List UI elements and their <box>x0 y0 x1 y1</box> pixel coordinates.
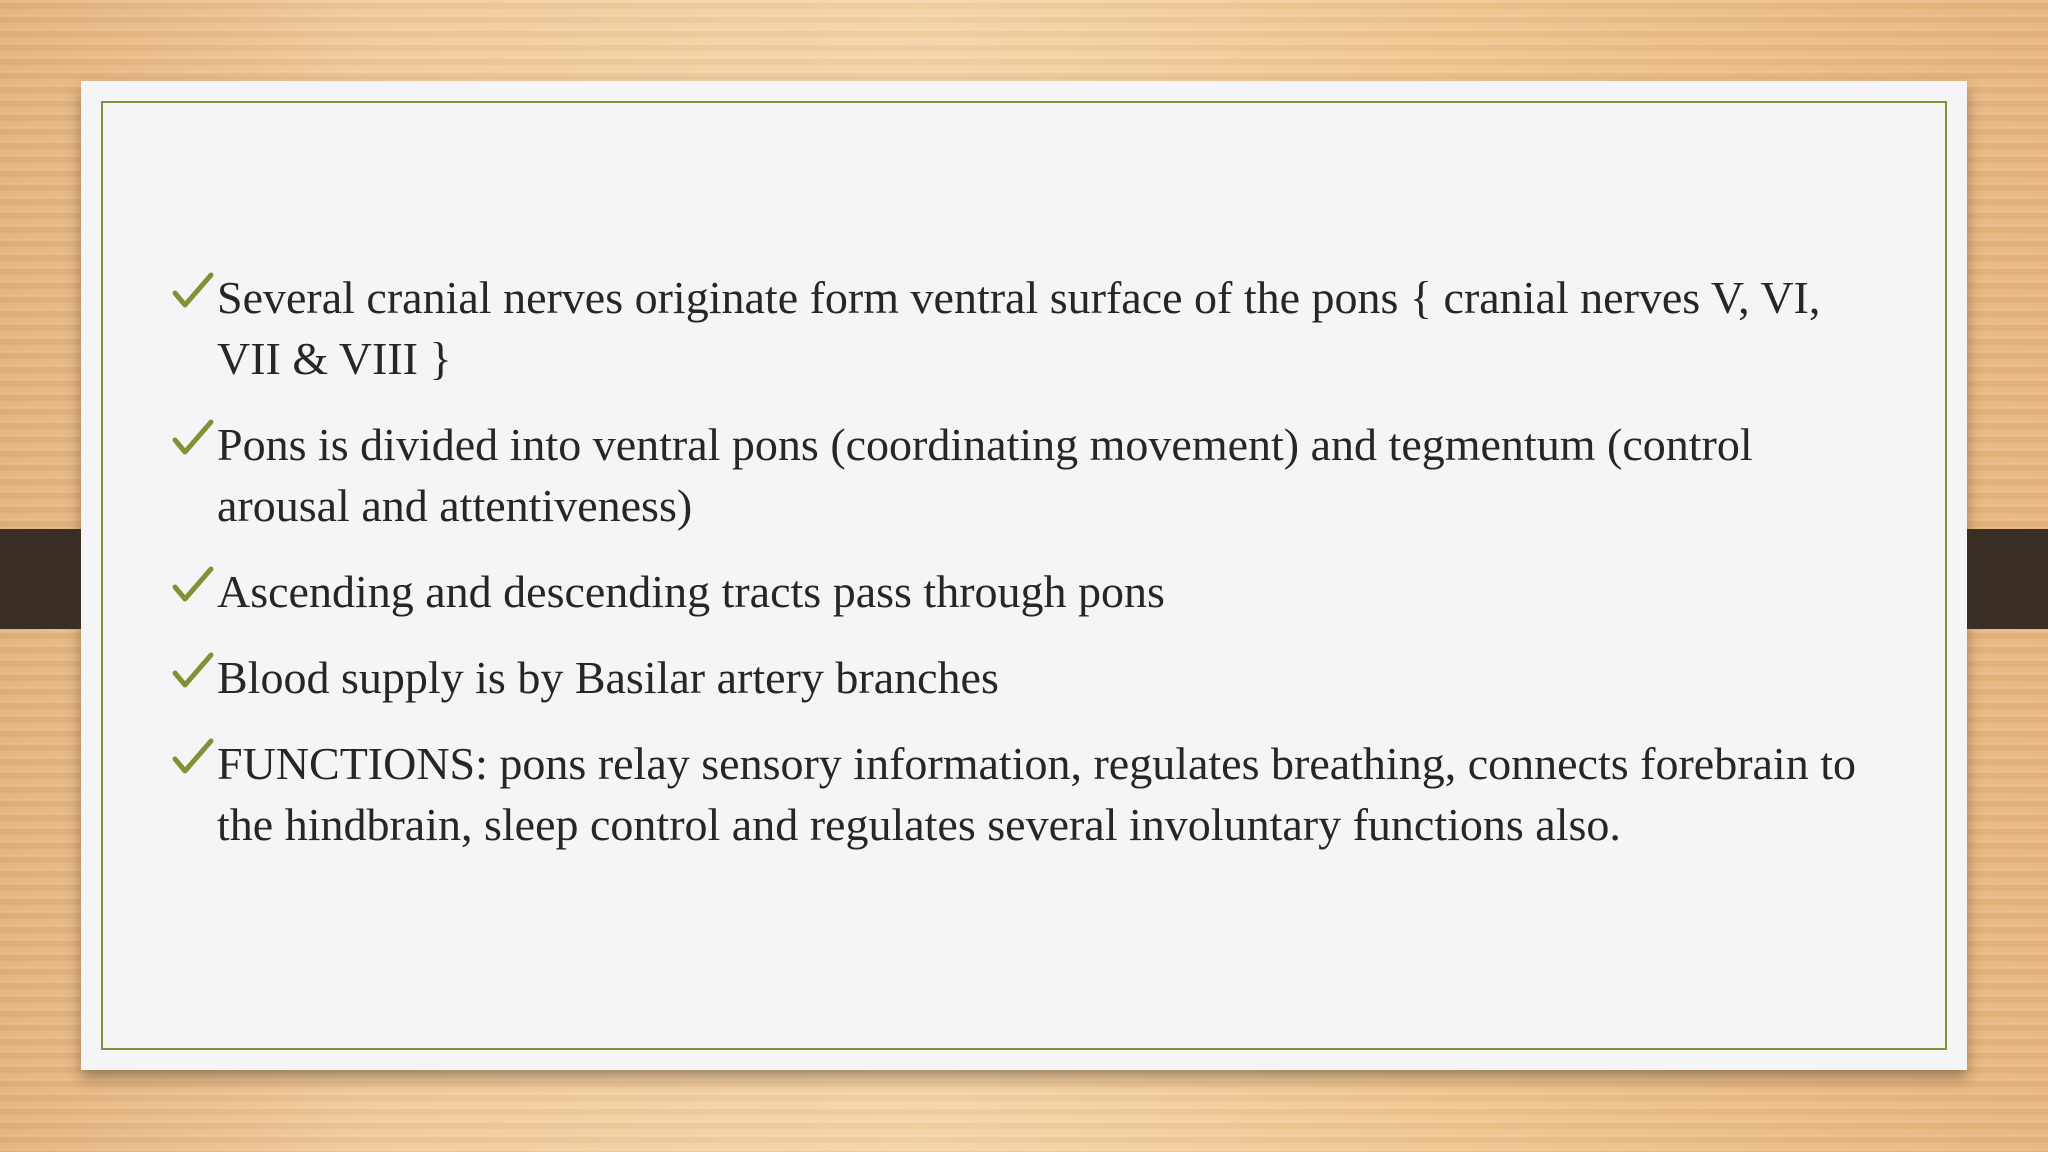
bullet-item <box>171 647 1871 708</box>
bullet-text: Ascending and descending tracts pass through pons <box>217 566 1165 617</box>
bullet-list <box>171 267 1871 880</box>
bullet-text: Pons is divided into ventral pons (coordinating movement) and tegmentum (control arousal and attentiveness) <box>217 419 1753 531</box>
bullet-text: Blood supply is by Basilar artery branches <box>217 652 999 703</box>
checkmark-icon <box>171 418 215 462</box>
slide-card <box>81 81 1967 1070</box>
bullet-item <box>171 414 1871 536</box>
checkmark-icon <box>171 651 215 695</box>
bullet-item <box>171 267 1871 389</box>
checkmark-icon <box>171 565 215 609</box>
bullet-item <box>171 561 1871 622</box>
checkmark-icon <box>171 271 215 315</box>
checkmark-icon <box>171 737 215 781</box>
bullet-text: Several cranial nerves originate form ventral surface of the pons { cranial nerves V, VI, VII & VIII } <box>217 272 1821 384</box>
bullet-item <box>171 733 1871 855</box>
bullet-text: FUNCTIONS: pons relay sensory information, regulates breathing, connects forebrain to the hindbrain, sleep control and regulates several involuntary functions also. <box>217 738 1856 850</box>
